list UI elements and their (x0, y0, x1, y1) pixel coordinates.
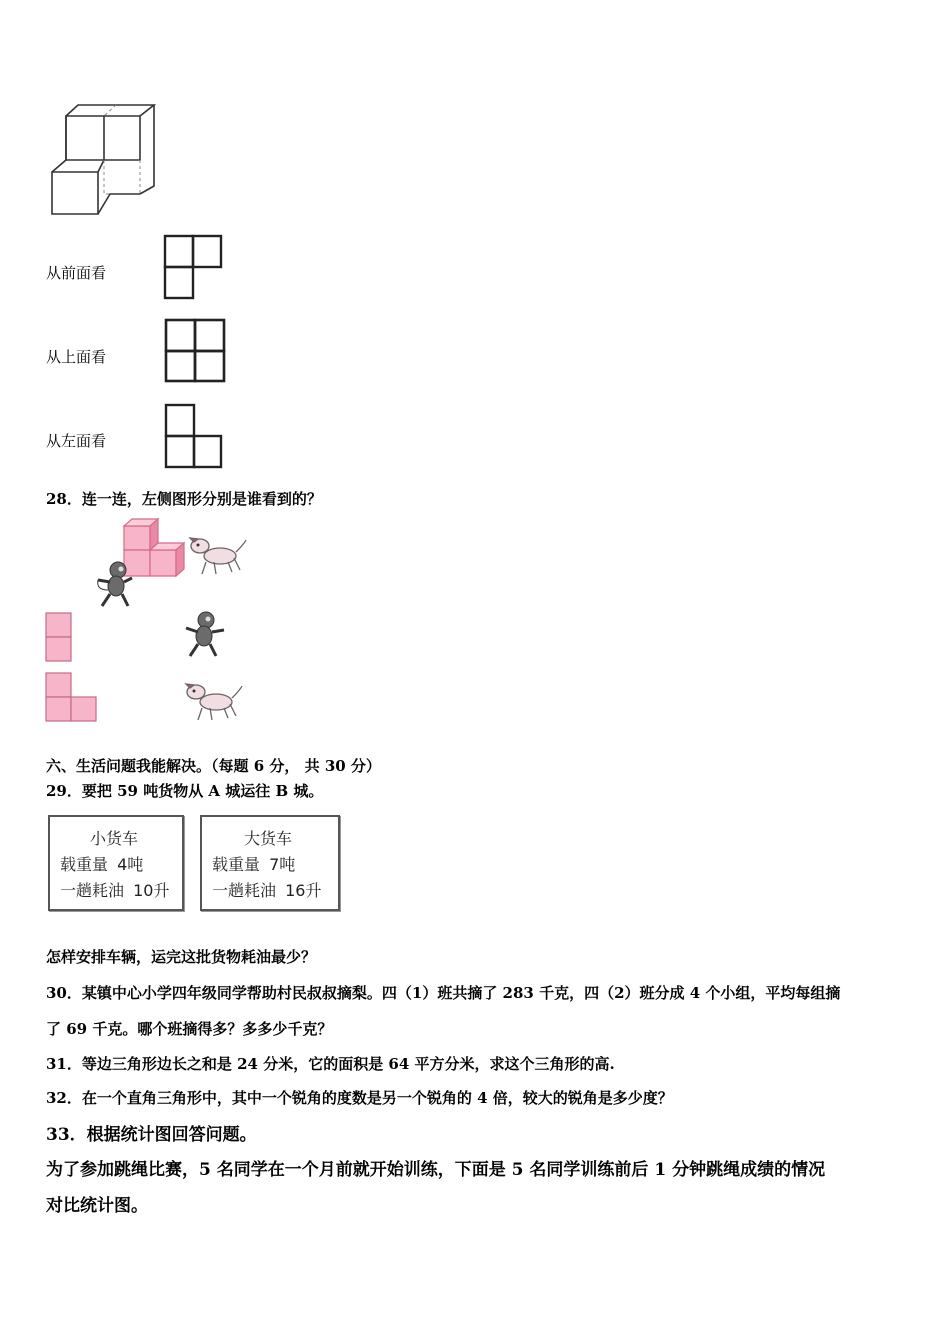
front-view-figure (164, 235, 224, 301)
top-view-figure (164, 318, 228, 384)
view-label-top: 从上面看 (46, 348, 107, 366)
question-33-line2: 对比统计图。 (46, 1196, 148, 1216)
question-29-ask: 怎样安排车辆，运完这批货物耗油最少？ (46, 948, 317, 966)
cube-solid-figure (44, 100, 164, 220)
fuel-unit: 升 (153, 881, 170, 900)
fuel-label: 一趟耗油 (60, 881, 125, 900)
truck-fuel-row (212, 878, 321, 901)
question-28: 28．连一连，左侧图形分别是谁看到的？ (46, 490, 322, 508)
question-33: 33．根据统计图回答问题。 (46, 1125, 257, 1145)
fuel-value: 16 (285, 881, 306, 900)
question-33-line1: 为了参加跳绳比赛，5 名同学在一个月前就开始训练，下面是 5 名同学训练前后 1 分钟跳绳成绩的情况 (46, 1160, 826, 1180)
dog-icon (186, 534, 250, 578)
question-32: 32．在一个直角三角形中，其中一个锐角的度数是另一个锐角的 4 倍，较大的锐角是多少度？ (46, 1089, 673, 1107)
load-value: 7 (269, 855, 280, 874)
question-29: 29．要把 59 吨货物从 A 城运往 B 城。 (46, 782, 324, 800)
section-6-heading: 六、生活问题我能解决。（每题 6 分， 共 30 分） (46, 757, 381, 775)
question-31: 31．等边三角形边长之和是 24 分米，它的面积是 64 平方分米，求这个三角形的高. (46, 1055, 615, 1073)
truck-name: 大货车 (244, 829, 293, 848)
monkey-icon (182, 610, 226, 658)
small-truck-card (48, 815, 184, 911)
large-truck-card (200, 815, 340, 911)
truck-load-row (60, 852, 143, 875)
left-view-figure (164, 403, 224, 469)
load-label: 载重量 (212, 855, 261, 874)
monkey-icon (92, 560, 136, 608)
pink-view-figure-2 (45, 672, 101, 724)
load-label: 载重量 (60, 855, 109, 874)
load-value: 4 (117, 855, 128, 874)
truck-name: 小货车 (90, 829, 139, 848)
load-unit: 吨 (279, 855, 296, 874)
question-30-line2: 了 69 千克。哪个班摘得多？多多少千克？ (46, 1020, 333, 1038)
truck-fuel-row (60, 878, 169, 901)
fuel-value: 10 (133, 881, 154, 900)
load-unit: 吨 (127, 855, 144, 874)
dog-icon (182, 680, 246, 724)
question-30-line1: 30．某镇中心小学四年级同学帮助村民叔叔摘梨。四（1）班共摘了 283 千克，四（2）班分成 4 个小组，平均每组摘 (46, 984, 841, 1002)
view-label-left: 从左面看 (46, 432, 107, 450)
view-label-front: 从前面看 (46, 264, 107, 282)
pink-view-figure-1 (45, 612, 75, 664)
fuel-label: 一趟耗油 (212, 881, 277, 900)
fuel-unit: 升 (305, 881, 322, 900)
truck-load-row (212, 852, 295, 875)
